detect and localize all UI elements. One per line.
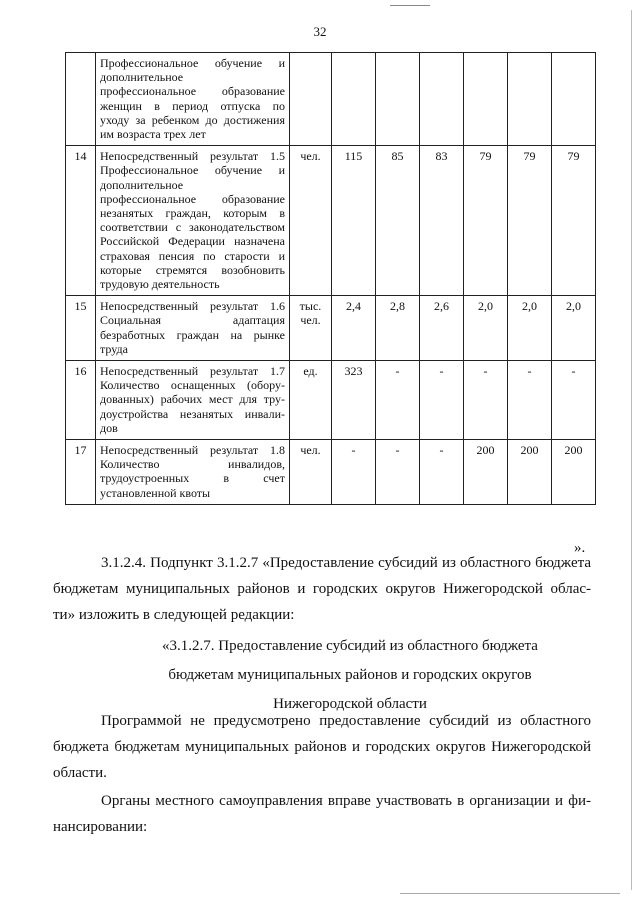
unit-cell <box>290 53 332 146</box>
value-cell: - <box>552 361 596 440</box>
unit-cell: чел. <box>290 440 332 505</box>
value-cell: - <box>464 361 508 440</box>
table-row <box>66 440 596 505</box>
unit-cell: чел. <box>290 146 332 296</box>
unit-cell: тыс. чел. <box>290 296 332 361</box>
unit-cell: ед. <box>290 361 332 440</box>
description-line: которые стремятся возобновить <box>100 262 285 277</box>
description-line: им возраста трех лет <box>100 127 206 142</box>
description-line: безработных граждан на рынке <box>100 327 285 342</box>
value-cell: - <box>420 440 464 505</box>
description-line: Профессиональное обучение и <box>100 163 285 178</box>
description-line: профессиональное образование <box>100 191 285 206</box>
paragraph-local-government <box>53 788 591 840</box>
table-row <box>66 53 596 146</box>
description-line: Непосредственный результат 1.8 <box>100 443 285 458</box>
indicator-description-cell <box>96 53 290 146</box>
row-number-cell <box>66 53 96 146</box>
value-cell <box>376 53 420 146</box>
description-line: труда <box>100 341 128 356</box>
value-cell: 200 <box>508 440 552 505</box>
value-cell: 200 <box>464 440 508 505</box>
description-line: установленной квоты <box>100 485 211 500</box>
description-line: Непосредственный результат 1.7 <box>100 364 285 379</box>
paragraph-3-1-2-4 <box>53 550 591 628</box>
value-cell: 323 <box>332 361 376 440</box>
description-line: трудоустроенных в счет <box>100 471 285 486</box>
value-cell: - <box>420 361 464 440</box>
row-number-cell: 14 <box>66 146 96 296</box>
description-line: доустройства незанятых инвали- <box>100 406 285 421</box>
table-row <box>66 296 596 361</box>
description-line: Непосредственный результат 1.5 <box>100 149 285 164</box>
value-cell: 115 <box>332 146 376 296</box>
indicator-description-cell <box>96 296 290 361</box>
value-cell: - <box>376 440 420 505</box>
value-cell: - <box>376 361 420 440</box>
value-cell <box>552 53 596 146</box>
indicators-table <box>65 52 596 505</box>
description-line: Количество оснащенных (обору- <box>100 378 285 393</box>
description-line: профессиональное образование <box>100 84 285 99</box>
value-cell: 83 <box>420 146 464 296</box>
value-cell: 79 <box>464 146 508 296</box>
value-cell: 2,0 <box>464 296 508 361</box>
value-cell: 2,6 <box>420 296 464 361</box>
heading-line: бюджетам муниципальных районов и городских округов <box>168 667 532 683</box>
closing-quote-mark: ». <box>574 540 586 556</box>
value-cell: 2,8 <box>376 296 420 361</box>
paragraph-line: нансировании: <box>53 819 148 835</box>
paragraph-line: бюджета бюджетам муниципальных районов и городских округов Нижегородской <box>53 739 591 755</box>
scan-edge-top <box>390 5 430 6</box>
description-line: соответствии с законодательством <box>100 220 285 235</box>
value-cell: 79 <box>508 146 552 296</box>
description-line: уходу за ребенком до достижения <box>100 112 285 127</box>
description-line: Количество инвалидов, <box>100 457 285 472</box>
paragraph-line: Программой не предусмотрено предоставление субсидий из областного <box>101 713 591 729</box>
value-cell: 79 <box>552 146 596 296</box>
heading-line: Нижегородской области <box>273 696 427 712</box>
description-line: трудовую деятельность <box>100 277 220 292</box>
table-row <box>66 361 596 440</box>
value-cell: 2,0 <box>552 296 596 361</box>
row-number-cell: 15 <box>66 296 96 361</box>
value-cell: - <box>332 440 376 505</box>
description-line: незанятых граждан, которым в <box>100 206 285 221</box>
value-cell: 2,0 <box>508 296 552 361</box>
paragraph-no-subsidies <box>53 708 591 786</box>
paragraph-line: области. <box>53 765 107 781</box>
subsection-heading <box>100 632 600 719</box>
description-line: дополнительное <box>100 70 184 85</box>
page-number: 32 <box>313 24 327 39</box>
description-line: дов <box>100 420 118 435</box>
table-row <box>66 146 596 296</box>
paragraph-line: Органы местного самоуправления вправе участвовать в организации и фи- <box>101 793 591 809</box>
value-cell <box>508 53 552 146</box>
description-line: Профессиональное обучение и <box>100 56 285 70</box>
value-cell: 200 <box>552 440 596 505</box>
heading-line: «3.1.2.7. Предоставление субсидий из областного бюджета <box>162 638 538 654</box>
scan-edge-right <box>631 10 632 890</box>
description-line: дованных) рабочих мест для тру- <box>100 392 285 407</box>
value-cell <box>464 53 508 146</box>
value-cell: 2,4 <box>332 296 376 361</box>
indicator-description-cell <box>96 146 290 296</box>
row-number-cell: 16 <box>66 361 96 440</box>
indicator-description-cell <box>96 440 290 505</box>
description-line: Социальная адаптация <box>100 313 285 328</box>
indicator-description-cell <box>96 361 290 440</box>
description-line: дополнительное <box>100 177 184 192</box>
paragraph-line: ти» изложить в следующей редакции: <box>53 607 295 623</box>
paragraph-line: бюджетам муниципальных районов и городских округов Нижегородской облас- <box>53 581 591 597</box>
value-cell <box>332 53 376 146</box>
value-cell: 85 <box>376 146 420 296</box>
description-line: страховая пенсия по старости и <box>100 248 285 263</box>
scan-edge-bottom <box>400 893 620 894</box>
value-cell <box>420 53 464 146</box>
description-line: Непосредственный результат 1.6 <box>100 299 285 314</box>
row-number-cell: 17 <box>66 440 96 505</box>
description-line: Российской Федерации назначена <box>100 234 285 249</box>
paragraph-line: 3.1.2.4. Подпункт 3.1.2.7 «Предоставление субсидий из областного бюджета <box>101 555 591 571</box>
value-cell: - <box>508 361 552 440</box>
description-line: женщин в период отпуска по <box>100 98 285 113</box>
